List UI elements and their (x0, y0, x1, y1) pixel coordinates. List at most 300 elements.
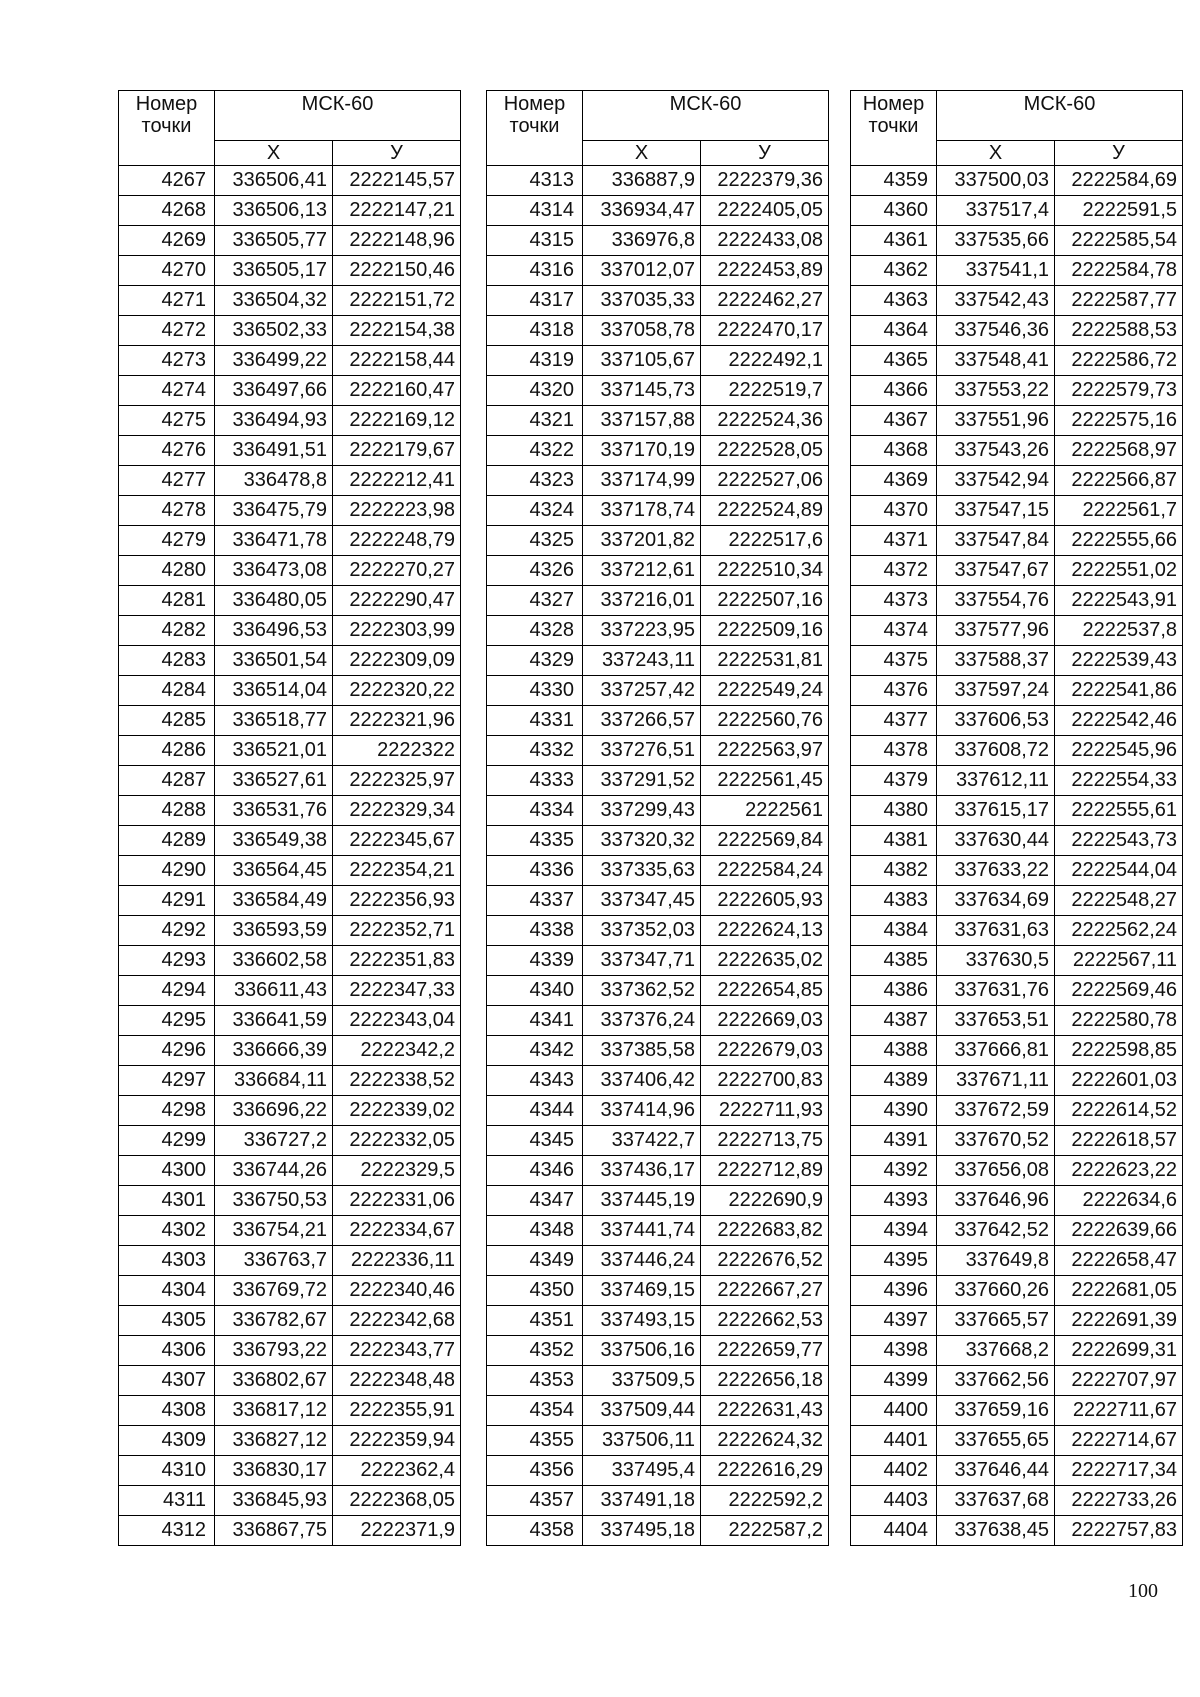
point-number-cell: 4323 (487, 466, 583, 496)
point-number-cell: 4291 (119, 886, 215, 916)
y-coordinate-cell: 2222569,84 (701, 826, 829, 856)
x-coordinate-cell: 337212,61 (583, 556, 701, 586)
x-coordinate-cell: 336754,21 (215, 1216, 333, 1246)
point-number-cell: 4384 (851, 916, 937, 946)
x-coordinate-cell: 337495,4 (583, 1456, 701, 1486)
x-coordinate-cell: 336802,67 (215, 1366, 333, 1396)
x-coordinate-cell: 336684,11 (215, 1066, 333, 1096)
point-number-cell: 4358 (487, 1516, 583, 1546)
y-coordinate-cell: 2222676,52 (701, 1246, 829, 1276)
point-number-cell: 4404 (851, 1516, 937, 1546)
point-number-cell: 4320 (487, 376, 583, 406)
point-number-cell: 4379 (851, 766, 937, 796)
table-row (487, 1096, 829, 1126)
x-coordinate-cell: 337201,82 (583, 526, 701, 556)
point-number-cell: 4381 (851, 826, 937, 856)
y-coordinate-cell: 2222549,24 (701, 676, 829, 706)
y-coordinate-cell: 2222634,6 (1055, 1186, 1183, 1216)
x-coordinate-cell: 336827,12 (215, 1426, 333, 1456)
y-coordinate-cell: 2222342,2 (333, 1036, 461, 1066)
point-number-cell: 4344 (487, 1096, 583, 1126)
y-coordinate-cell: 2222405,05 (701, 196, 829, 226)
point-number-cell: 4328 (487, 616, 583, 646)
y-coordinate-cell: 2222624,13 (701, 916, 829, 946)
x-coordinate-cell: 336830,17 (215, 1456, 333, 1486)
x-coordinate-cell: 336506,13 (215, 196, 333, 226)
x-coordinate-cell: 337299,43 (583, 796, 701, 826)
table-row (487, 286, 829, 316)
x-coordinate-cell: 337266,57 (583, 706, 701, 736)
point-number-cell: 4270 (119, 256, 215, 286)
y-coordinate-cell: 2222147,21 (333, 196, 461, 226)
y-coordinate-cell: 2222290,47 (333, 586, 461, 616)
point-number-cell: 4306 (119, 1336, 215, 1366)
point-number-cell: 4377 (851, 706, 937, 736)
y-coordinate-cell: 2222614,52 (1055, 1096, 1183, 1126)
y-coordinate-cell: 2222699,31 (1055, 1336, 1183, 1366)
table-row (119, 676, 461, 706)
y-coordinate-cell: 2222507,16 (701, 586, 829, 616)
table-row (487, 346, 829, 376)
y-coordinate-cell: 2222592,2 (701, 1486, 829, 1516)
y-coordinate-cell: 2222303,99 (333, 616, 461, 646)
table-row (851, 946, 1183, 976)
point-number-cell: 4315 (487, 226, 583, 256)
point-number-cell: 4281 (119, 586, 215, 616)
y-coordinate-cell: 2222223,98 (333, 496, 461, 526)
table-row (851, 826, 1183, 856)
x-coordinate-cell: 337035,33 (583, 286, 701, 316)
y-coordinate-cell: 2222683,82 (701, 1216, 829, 1246)
y-coordinate-cell: 2222492,1 (701, 346, 829, 376)
table-row (119, 706, 461, 736)
table-row (487, 646, 829, 676)
table-row (851, 346, 1183, 376)
point-number-cell: 4324 (487, 496, 583, 526)
table-row (851, 1006, 1183, 1036)
x-coordinate-cell: 336744,26 (215, 1156, 333, 1186)
y-coordinate-cell: 2222517,6 (701, 526, 829, 556)
point-number-cell: 4388 (851, 1036, 937, 1066)
point-number-cell: 4296 (119, 1036, 215, 1066)
point-number-cell: 4356 (487, 1456, 583, 1486)
table-row (487, 1006, 829, 1036)
point-number-cell: 4290 (119, 856, 215, 886)
y-coordinate-cell: 2222524,89 (701, 496, 829, 526)
x-coordinate-cell: 337671,11 (937, 1066, 1055, 1096)
table-row (851, 1276, 1183, 1306)
table-row (487, 406, 829, 436)
table-row (851, 1216, 1183, 1246)
point-number-cell: 4351 (487, 1306, 583, 1336)
x-coordinate-cell: 337362,52 (583, 976, 701, 1006)
y-coordinate-cell: 2222588,53 (1055, 316, 1183, 346)
x-coordinate-cell: 337243,11 (583, 646, 701, 676)
point-number-cell: 4329 (487, 646, 583, 676)
point-number-cell: 4399 (851, 1366, 937, 1396)
x-coordinate-cell: 337509,5 (583, 1366, 701, 1396)
table-row (119, 616, 461, 646)
x-coordinate-cell: 336887,9 (583, 166, 701, 196)
table-row (851, 1066, 1183, 1096)
point-number-cell: 4336 (487, 856, 583, 886)
table-row (851, 406, 1183, 436)
table-row (487, 526, 829, 556)
table-row (119, 1396, 461, 1426)
x-coordinate-cell: 337665,57 (937, 1306, 1055, 1336)
table-row (119, 406, 461, 436)
point-number-cell: 4331 (487, 706, 583, 736)
x-coordinate-cell: 337495,18 (583, 1516, 701, 1546)
x-coordinate-cell: 336480,05 (215, 586, 333, 616)
y-coordinate-cell: 2222631,43 (701, 1396, 829, 1426)
y-coordinate-cell: 2222555,66 (1055, 526, 1183, 556)
x-coordinate-cell: 336934,47 (583, 196, 701, 226)
point-number-cell: 4283 (119, 646, 215, 676)
point-number-cell: 4341 (487, 1006, 583, 1036)
table-row (119, 796, 461, 826)
table-row (851, 1486, 1183, 1516)
y-coordinate-cell: 2222639,66 (1055, 1216, 1183, 1246)
y-coordinate-cell: 2222470,17 (701, 316, 829, 346)
point-number-cell: 4386 (851, 976, 937, 1006)
y-coordinate-cell: 2222150,46 (333, 256, 461, 286)
y-coordinate-cell: 2222348,48 (333, 1366, 461, 1396)
point-number-cell: 4340 (487, 976, 583, 1006)
point-number-cell: 4338 (487, 916, 583, 946)
y-coordinate-cell: 2222654,85 (701, 976, 829, 1006)
table-row (487, 706, 829, 736)
y-coordinate-cell: 2222656,18 (701, 1366, 829, 1396)
point-number-cell: 4403 (851, 1486, 937, 1516)
point-number-cell: 4365 (851, 346, 937, 376)
x-coordinate-cell: 337509,44 (583, 1396, 701, 1426)
x-coordinate-cell: 337535,66 (937, 226, 1055, 256)
y-coordinate-cell: 2222591,5 (1055, 196, 1183, 226)
x-coordinate-cell: 337157,88 (583, 406, 701, 436)
point-number-cell: 4347 (487, 1186, 583, 1216)
y-coordinate-cell: 2222309,09 (333, 646, 461, 676)
x-coordinate-cell: 337554,76 (937, 586, 1055, 616)
x-coordinate-cell: 337291,52 (583, 766, 701, 796)
y-coordinate-cell: 2222462,27 (701, 286, 829, 316)
coordinate-system-header: МСК-60 (937, 91, 1183, 141)
table-row (851, 466, 1183, 496)
y-coordinate-cell: 2222712,89 (701, 1156, 829, 1186)
table-row (487, 616, 829, 646)
table-row (487, 1396, 829, 1426)
y-coordinate-cell: 2222605,93 (701, 886, 829, 916)
y-coordinate-cell: 2222543,73 (1055, 826, 1183, 856)
table-row (851, 1396, 1183, 1426)
x-coordinate-cell: 336491,51 (215, 436, 333, 466)
y-coordinate-cell: 2222598,85 (1055, 1036, 1183, 1066)
y-coordinate-cell: 2222584,78 (1055, 256, 1183, 286)
point-number-cell: 4288 (119, 796, 215, 826)
table-row (119, 646, 461, 676)
table-row (851, 1186, 1183, 1216)
x-coordinate-cell: 336564,45 (215, 856, 333, 886)
y-coordinate-cell: 2222351,83 (333, 946, 461, 976)
point-number-cell: 4359 (851, 166, 937, 196)
y-coordinate-cell: 2222548,27 (1055, 886, 1183, 916)
x-coordinate-cell: 337662,56 (937, 1366, 1055, 1396)
table-row (119, 286, 461, 316)
table-row (487, 826, 829, 856)
point-number-cell: 4332 (487, 736, 583, 766)
table-row (487, 1486, 829, 1516)
x-coordinate-cell: 337506,11 (583, 1426, 701, 1456)
x-coordinate-cell: 336602,58 (215, 946, 333, 976)
point-number-cell: 4303 (119, 1246, 215, 1276)
y-coordinate-cell: 2222347,33 (333, 976, 461, 1006)
point-number-cell: 4348 (487, 1216, 583, 1246)
table-row (487, 1366, 829, 1396)
table-row (119, 1186, 461, 1216)
x-coordinate-cell: 336763,7 (215, 1246, 333, 1276)
point-number-cell: 4352 (487, 1336, 583, 1366)
point-number-header: Номер точки (487, 91, 583, 166)
point-number-cell: 4398 (851, 1336, 937, 1366)
table-row (851, 316, 1183, 346)
table-row (119, 1306, 461, 1336)
table-row (487, 226, 829, 256)
point-number-cell: 4292 (119, 916, 215, 946)
x-coordinate-cell: 337445,19 (583, 1186, 701, 1216)
x-coordinate-cell: 337347,45 (583, 886, 701, 916)
y-coordinate-cell: 2222359,94 (333, 1426, 461, 1456)
table-row (487, 1156, 829, 1186)
point-number-cell: 4393 (851, 1186, 937, 1216)
x-coordinate-cell: 336505,17 (215, 256, 333, 286)
y-coordinate-cell: 2222329,34 (333, 796, 461, 826)
point-number-cell: 4274 (119, 376, 215, 406)
table-row (119, 1456, 461, 1486)
y-coordinate-cell: 2222336,11 (333, 1246, 461, 1276)
table-row (487, 496, 829, 526)
point-number-cell: 4339 (487, 946, 583, 976)
point-number-cell: 4287 (119, 766, 215, 796)
y-coordinate-cell: 2222169,12 (333, 406, 461, 436)
point-number-cell: 4312 (119, 1516, 215, 1546)
table-row (119, 916, 461, 946)
x-coordinate-cell: 336976,8 (583, 226, 701, 256)
x-coordinate-cell: 337276,51 (583, 736, 701, 766)
y-coordinate-cell: 2222542,46 (1055, 706, 1183, 736)
y-coordinate-cell: 2222560,76 (701, 706, 829, 736)
table-row (487, 886, 829, 916)
point-number-cell: 4371 (851, 526, 937, 556)
y-coordinate-cell: 2222158,44 (333, 346, 461, 376)
x-coordinate-cell: 337634,69 (937, 886, 1055, 916)
point-number-cell: 4392 (851, 1156, 937, 1186)
point-number-cell: 4322 (487, 436, 583, 466)
table-row (487, 1066, 829, 1096)
x-coordinate-cell: 336521,01 (215, 736, 333, 766)
point-number-cell: 4376 (851, 676, 937, 706)
point-number-cell: 4389 (851, 1066, 937, 1096)
table-row (487, 676, 829, 706)
y-coordinate-cell: 2222618,57 (1055, 1126, 1183, 1156)
table-row (119, 256, 461, 286)
y-coordinate-cell: 2222555,61 (1055, 796, 1183, 826)
table-row (851, 616, 1183, 646)
point-number-cell: 4394 (851, 1216, 937, 1246)
y-coordinate-cell: 2222519,7 (701, 376, 829, 406)
x-coordinate-cell: 336666,39 (215, 1036, 333, 1066)
x-coordinate-cell: 337631,63 (937, 916, 1055, 946)
y-coordinate-cell: 2222551,02 (1055, 556, 1183, 586)
y-coordinate-cell: 2222713,75 (701, 1126, 829, 1156)
table-row (851, 706, 1183, 736)
coordinate-table (850, 90, 1183, 1546)
x-coordinate-cell: 337105,67 (583, 346, 701, 376)
coordinate-system-header: МСК-60 (215, 91, 461, 141)
point-number-cell: 4282 (119, 616, 215, 646)
x-coordinate-cell: 337541,1 (937, 256, 1055, 286)
x-coordinate-cell: 337500,03 (937, 166, 1055, 196)
point-number-cell: 4268 (119, 196, 215, 226)
table-row (487, 796, 829, 826)
point-number-cell: 4374 (851, 616, 937, 646)
table-row (487, 1246, 829, 1276)
x-coordinate-cell: 336506,41 (215, 166, 333, 196)
table-row (487, 1186, 829, 1216)
x-coordinate-cell: 337655,65 (937, 1426, 1055, 1456)
table-row (119, 166, 461, 196)
y-coordinate-cell: 2222320,22 (333, 676, 461, 706)
y-coordinate-cell: 2222679,03 (701, 1036, 829, 1066)
table-row (119, 1276, 461, 1306)
x-coordinate-cell: 337436,17 (583, 1156, 701, 1186)
x-coordinate-cell: 336514,04 (215, 676, 333, 706)
table-row (851, 256, 1183, 286)
x-coordinate-cell: 336641,59 (215, 1006, 333, 1036)
x-coordinate-cell: 337441,74 (583, 1216, 701, 1246)
y-coordinate-cell: 2222541,86 (1055, 676, 1183, 706)
table-row (119, 946, 461, 976)
y-coordinate-cell: 2222561 (701, 796, 829, 826)
x-coordinate-cell: 337597,24 (937, 676, 1055, 706)
x-coordinate-cell: 336505,77 (215, 226, 333, 256)
y-coordinate-cell: 2222601,03 (1055, 1066, 1183, 1096)
table-row (851, 1456, 1183, 1486)
table-row (851, 1036, 1183, 1066)
y-coordinate-cell: 2222575,16 (1055, 406, 1183, 436)
y-coordinate-cell: 2222580,78 (1055, 1006, 1183, 1036)
point-number-cell: 4345 (487, 1126, 583, 1156)
y-coordinate-cell: 2222562,24 (1055, 916, 1183, 946)
y-column-header: У (701, 141, 829, 166)
x-coordinate-cell: 336549,38 (215, 826, 333, 856)
x-coordinate-cell: 337178,74 (583, 496, 701, 526)
point-number-cell: 4314 (487, 196, 583, 226)
table-row (119, 1066, 461, 1096)
y-coordinate-cell: 2222151,72 (333, 286, 461, 316)
x-coordinate-cell: 337170,19 (583, 436, 701, 466)
table-row (119, 1216, 461, 1246)
y-coordinate-cell: 2222757,83 (1055, 1516, 1183, 1546)
y-coordinate-cell: 2222453,89 (701, 256, 829, 286)
point-number-cell: 4391 (851, 1126, 937, 1156)
table-row (851, 436, 1183, 466)
table-row (119, 226, 461, 256)
point-number-cell: 4363 (851, 286, 937, 316)
table-row (119, 526, 461, 556)
x-coordinate-cell: 337660,26 (937, 1276, 1055, 1306)
table-row (487, 256, 829, 286)
table-row (851, 646, 1183, 676)
point-number-cell: 4313 (487, 166, 583, 196)
point-number-cell: 4316 (487, 256, 583, 286)
point-number-cell: 4285 (119, 706, 215, 736)
x-coordinate-cell: 337653,51 (937, 1006, 1055, 1036)
x-coordinate-cell: 337422,7 (583, 1126, 701, 1156)
y-coordinate-cell: 2222355,91 (333, 1396, 461, 1426)
point-number-cell: 4387 (851, 1006, 937, 1036)
x-coordinate-cell: 337469,15 (583, 1276, 701, 1306)
point-number-cell: 4396 (851, 1276, 937, 1306)
y-coordinate-cell: 2222339,02 (333, 1096, 461, 1126)
table-row (487, 1306, 829, 1336)
coordinate-system-header: МСК-60 (583, 91, 829, 141)
table-row (119, 586, 461, 616)
y-coordinate-cell: 2222371,9 (333, 1516, 461, 1546)
table-row (851, 376, 1183, 406)
table-row (119, 1486, 461, 1516)
point-number-cell: 4368 (851, 436, 937, 466)
x-coordinate-cell: 337649,8 (937, 1246, 1055, 1276)
point-number-cell: 4272 (119, 316, 215, 346)
y-coordinate-cell: 2222537,8 (1055, 616, 1183, 646)
y-coordinate-cell: 2222352,71 (333, 916, 461, 946)
table-row (851, 586, 1183, 616)
table-row (851, 1126, 1183, 1156)
x-coordinate-cell: 337615,17 (937, 796, 1055, 826)
x-coordinate-cell: 337630,5 (937, 946, 1055, 976)
x-coordinate-cell: 336817,12 (215, 1396, 333, 1426)
x-coordinate-cell: 337335,63 (583, 856, 701, 886)
table-row (851, 286, 1183, 316)
y-coordinate-cell: 2222667,27 (701, 1276, 829, 1306)
table-row (487, 976, 829, 1006)
table-row (487, 1216, 829, 1246)
point-number-cell: 4337 (487, 886, 583, 916)
y-coordinate-cell: 2222624,32 (701, 1426, 829, 1456)
x-coordinate-cell: 337257,42 (583, 676, 701, 706)
table-row (119, 346, 461, 376)
table-row (119, 1426, 461, 1456)
point-number-cell: 4318 (487, 316, 583, 346)
point-number-cell: 4354 (487, 1396, 583, 1426)
y-coordinate-cell: 2222669,03 (701, 1006, 829, 1036)
point-number-cell: 4383 (851, 886, 937, 916)
x-coordinate-cell: 336696,22 (215, 1096, 333, 1126)
y-coordinate-cell: 2222658,47 (1055, 1246, 1183, 1276)
x-coordinate-cell: 337012,07 (583, 256, 701, 286)
table-row (487, 1336, 829, 1366)
table-row (851, 856, 1183, 886)
point-number-cell: 4311 (119, 1486, 215, 1516)
x-coordinate-cell: 337542,43 (937, 286, 1055, 316)
x-coordinate-cell: 336867,75 (215, 1516, 333, 1546)
x-coordinate-cell: 336478,8 (215, 466, 333, 496)
y-coordinate-cell: 2222587,2 (701, 1516, 829, 1546)
table-row (119, 496, 461, 526)
y-coordinate-cell: 2222331,06 (333, 1186, 461, 1216)
point-number-cell: 4390 (851, 1096, 937, 1126)
x-coordinate-cell: 337646,96 (937, 1186, 1055, 1216)
